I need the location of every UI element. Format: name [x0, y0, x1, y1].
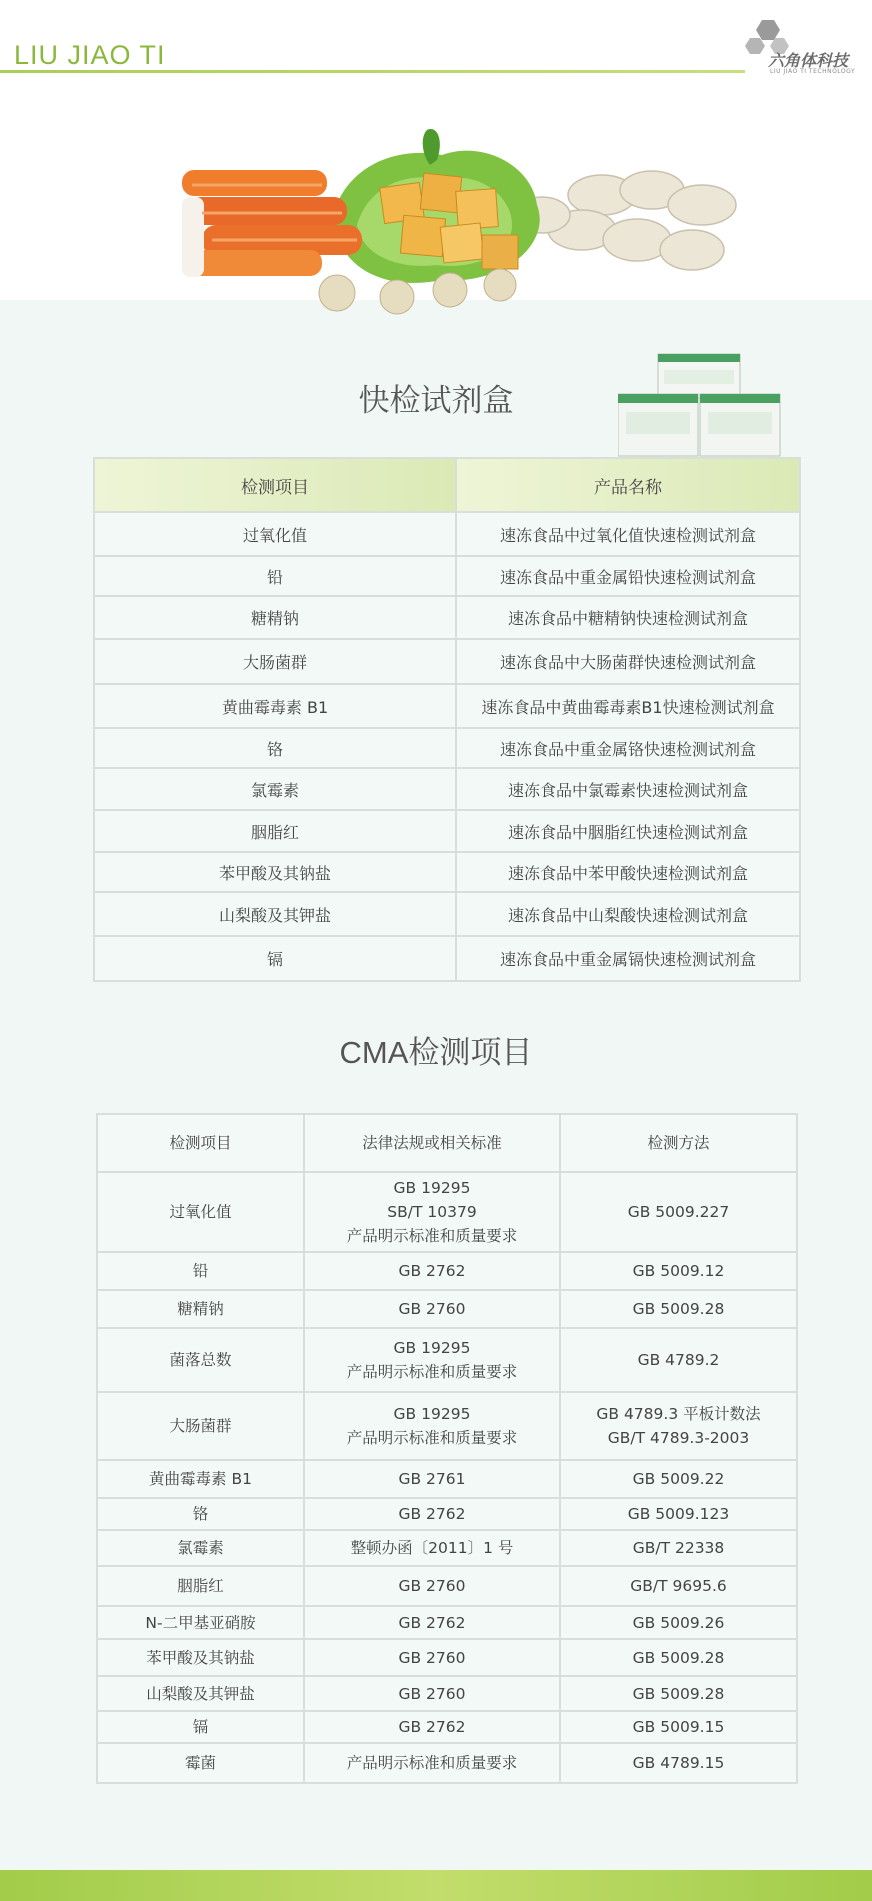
frozen-food-image — [182, 125, 762, 320]
company-logo — [744, 18, 860, 78]
cell-item: 糖精钠 — [97, 1290, 304, 1328]
cma-section-title: CMA检测项目 — [339, 1035, 533, 1070]
table-row — [97, 1498, 797, 1530]
logo-chinese-name: 六角体科技 — [768, 51, 849, 70]
cell-method: GB 5009.123 — [560, 1498, 797, 1530]
cell-item: 胭脂红 — [94, 810, 456, 852]
cell-product: 速冻食品中胭脂红快速检测试剂盒 — [456, 810, 800, 852]
cell-standard: GB 2760 — [304, 1676, 560, 1711]
table-header-row — [97, 1114, 797, 1172]
cell-product: 速冻食品中糖精钠快速检测试剂盒 — [456, 596, 800, 639]
page-footer-bar — [0, 1870, 872, 1901]
header-divider — [0, 70, 745, 73]
table-row — [97, 1711, 797, 1743]
cell-product: 速冻食品中重金属铅快速检测试剂盒 — [456, 556, 800, 596]
cell-item: 糖精钠 — [94, 596, 456, 639]
cell-standard: GB 19295 产品明示标准和质量要求 — [304, 1328, 560, 1392]
cell-item: 铅 — [94, 556, 456, 596]
cell-item: 山梨酸及其钾盐 — [97, 1676, 304, 1711]
cell-item: 山梨酸及其钾盐 — [94, 892, 456, 936]
reagent-kit-box-image — [618, 350, 782, 458]
cell-product: 速冻食品中黄曲霉毒素B1快速检测试剂盒 — [456, 684, 800, 728]
table-row — [94, 768, 800, 810]
cell-product: 速冻食品中重金属铬快速检测试剂盒 — [456, 728, 800, 768]
table-row — [94, 512, 800, 556]
table-row — [94, 596, 800, 639]
cell-item: 过氧化值 — [97, 1172, 304, 1252]
cell-item: 霉菌 — [97, 1743, 304, 1783]
table-row — [97, 1743, 797, 1783]
cell-method: GB 4789.3 平板计数法 GB/T 4789.3-2003 — [560, 1392, 797, 1460]
cell-product: 速冻食品中氯霉素快速检测试剂盒 — [456, 768, 800, 810]
header-cell-method: 检测方法 — [560, 1114, 797, 1172]
cell-method: GB 5009.12 — [560, 1252, 797, 1290]
kit-section-title: 快检试剂盒 — [358, 383, 514, 418]
cell-item: 大肠菌群 — [94, 639, 456, 684]
cell-standard: GB 2762 — [304, 1252, 560, 1290]
table-header-row — [94, 458, 800, 512]
table-row — [94, 556, 800, 596]
table-row — [97, 1676, 797, 1711]
cell-item: 氯霉素 — [94, 768, 456, 810]
cell-standard: GB 2761 — [304, 1460, 560, 1498]
cell-method: GB 5009.227 — [560, 1172, 797, 1252]
cell-product: 速冻食品中过氧化值快速检测试剂盒 — [456, 512, 800, 556]
cell-standard: 产品明示标准和质量要求 — [304, 1743, 560, 1783]
cell-standard: GB 2760 — [304, 1639, 560, 1676]
kit-table — [93, 457, 801, 982]
cell-standard: GB 2762 — [304, 1498, 560, 1530]
cell-standard: GB 2762 — [304, 1606, 560, 1639]
cell-item: 胭脂红 — [97, 1566, 304, 1606]
cell-item: 镉 — [97, 1711, 304, 1743]
table-row — [97, 1606, 797, 1639]
table-row — [94, 852, 800, 892]
table-row — [97, 1460, 797, 1498]
cell-product: 速冻食品中山梨酸快速检测试剂盒 — [456, 892, 800, 936]
cell-item: 黄曲霉毒素 B1 — [97, 1460, 304, 1498]
cell-item: N-二甲基亚硝胺 — [97, 1606, 304, 1639]
header-cell-item: 检测项目 — [97, 1114, 304, 1172]
cell-method: GB 5009.28 — [560, 1676, 797, 1711]
cell-item: 大肠菌群 — [97, 1392, 304, 1460]
table-row — [97, 1392, 797, 1460]
table-row — [94, 728, 800, 768]
cell-item: 苯甲酸及其钠盐 — [97, 1639, 304, 1676]
table-row — [97, 1530, 797, 1566]
cell-item: 氯霉素 — [97, 1530, 304, 1566]
cell-method: GB/T 22338 — [560, 1530, 797, 1566]
table-row — [94, 936, 800, 981]
cell-item: 铅 — [97, 1252, 304, 1290]
table-row — [94, 810, 800, 852]
header-cell-standard: 法律法规或相关标准 — [304, 1114, 560, 1172]
cell-standard: GB 2760 — [304, 1290, 560, 1328]
cell-item: 铬 — [94, 728, 456, 768]
cell-method: GB 5009.22 — [560, 1460, 797, 1498]
cell-item: 铬 — [97, 1498, 304, 1530]
cell-method: GB 5009.15 — [560, 1711, 797, 1743]
brand-text: LIU JIAO TI — [14, 40, 166, 70]
cma-table — [96, 1113, 798, 1784]
cell-standard: GB 2762 — [304, 1711, 560, 1743]
table-row — [97, 1290, 797, 1328]
table-row — [97, 1566, 797, 1606]
cell-item: 镉 — [94, 936, 456, 981]
cell-standard: GB 19295 SB/T 10379 产品明示标准和质量要求 — [304, 1172, 560, 1252]
cell-item: 苯甲酸及其钠盐 — [94, 852, 456, 892]
header-cell-item: 检测项目 — [94, 458, 456, 512]
cell-standard: GB 19295 产品明示标准和质量要求 — [304, 1392, 560, 1460]
table-row — [97, 1639, 797, 1676]
cell-product: 速冻食品中重金属镉快速检测试剂盒 — [456, 936, 800, 981]
cell-item: 菌落总数 — [97, 1328, 304, 1392]
table-row — [97, 1172, 797, 1252]
cell-product: 速冻食品中苯甲酸快速检测试剂盒 — [456, 852, 800, 892]
cell-method: GB/T 9695.6 — [560, 1566, 797, 1606]
table-row — [94, 892, 800, 936]
header-cell-product: 产品名称 — [456, 458, 800, 512]
cell-method: GB 5009.28 — [560, 1639, 797, 1676]
cell-method: GB 5009.26 — [560, 1606, 797, 1639]
table-row — [97, 1328, 797, 1392]
cell-method: GB 4789.15 — [560, 1743, 797, 1783]
table-row — [97, 1252, 797, 1290]
cell-standard: GB 2760 — [304, 1566, 560, 1606]
table-row — [94, 684, 800, 728]
cell-method: GB 5009.28 — [560, 1290, 797, 1328]
cell-method: GB 4789.2 — [560, 1328, 797, 1392]
cell-item: 黄曲霉毒素 B1 — [94, 684, 456, 728]
logo-english-name: LIU JIAO TI TECHNOLOGY — [770, 68, 856, 75]
cell-standard: 整顿办函〔2011〕1 号 — [304, 1530, 560, 1566]
cell-product: 速冻食品中大肠菌群快速检测试剂盒 — [456, 639, 800, 684]
table-row — [94, 639, 800, 684]
cell-item: 过氧化值 — [94, 512, 456, 556]
